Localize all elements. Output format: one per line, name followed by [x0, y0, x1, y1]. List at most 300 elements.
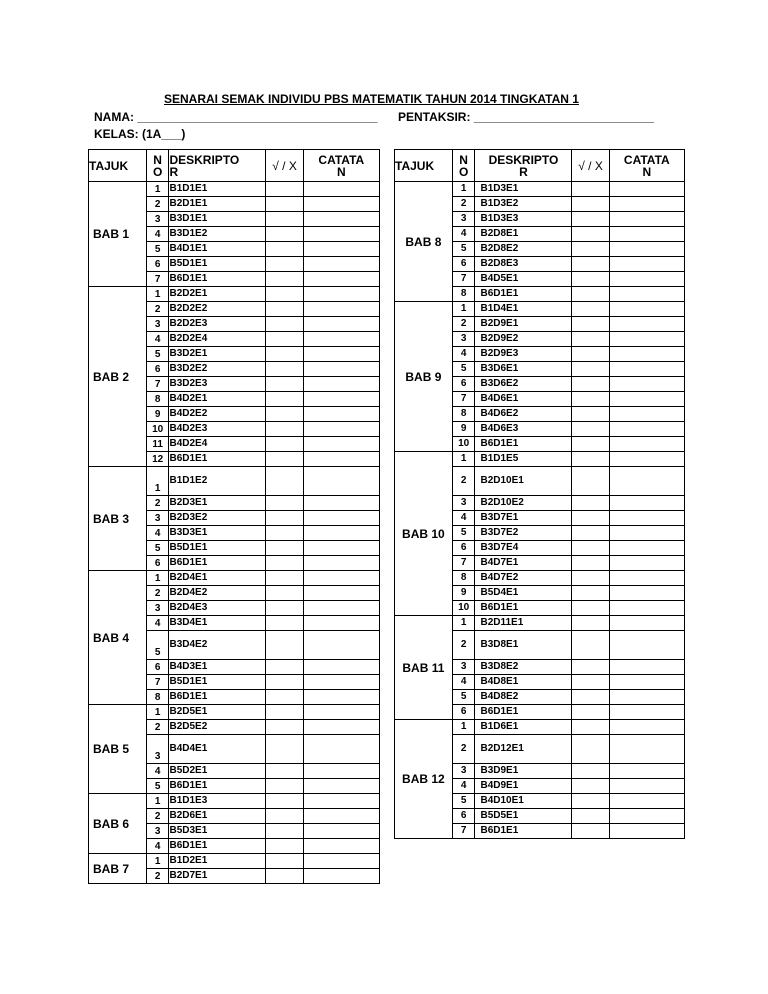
check-cell[interactable]	[266, 675, 303, 690]
descriptor-code: B4D2E4	[169, 437, 266, 452]
check-cell[interactable]	[266, 526, 303, 541]
catatan-cell[interactable]	[303, 616, 379, 631]
catatan-cell[interactable]	[303, 377, 379, 392]
check-cell[interactable]	[572, 690, 609, 705]
catatan-cell[interactable]	[609, 332, 684, 347]
table-row	[395, 616, 685, 631]
check-cell[interactable]	[266, 392, 303, 407]
row-number: 8	[452, 287, 475, 302]
catatan-cell[interactable]	[303, 601, 379, 616]
section-label: BAB 2	[89, 287, 147, 467]
descriptor-code: B4D7E1	[475, 556, 572, 571]
check-cell[interactable]	[266, 242, 303, 257]
catatan-cell[interactable]	[303, 362, 379, 377]
check-cell[interactable]	[266, 779, 303, 794]
descriptor-code: B3D4E2	[169, 631, 266, 660]
check-cell[interactable]	[572, 272, 609, 287]
check-cell[interactable]	[266, 616, 303, 631]
section-label: BAB 5	[89, 705, 147, 794]
row-number: 6	[146, 257, 169, 272]
kelas-field[interactable]: KELAS: (1A___)	[94, 127, 186, 141]
check-cell[interactable]	[572, 392, 609, 407]
section-label: BAB 3	[89, 467, 147, 571]
row-number: 3	[452, 764, 475, 779]
check-cell[interactable]	[266, 467, 303, 496]
check-cell[interactable]	[572, 764, 609, 779]
row-number: 2	[146, 496, 169, 511]
check-cell[interactable]	[266, 347, 303, 362]
row-number: 8	[146, 690, 169, 705]
catatan-cell[interactable]	[303, 257, 379, 272]
row-number: 5	[146, 631, 169, 660]
check-cell[interactable]	[572, 467, 609, 496]
catatan-cell[interactable]	[609, 362, 684, 377]
check-cell[interactable]	[572, 257, 609, 272]
check-cell[interactable]	[266, 660, 303, 675]
check-cell[interactable]	[266, 437, 303, 452]
descriptor-code: B5D3E1	[169, 824, 266, 839]
check-cell[interactable]	[572, 496, 609, 511]
header-tajuk: TAJUK	[89, 150, 147, 182]
row-number: 1	[452, 182, 475, 197]
header-catatan: CATATA N	[609, 150, 684, 182]
catatan-cell[interactable]	[609, 377, 684, 392]
descriptor-code: B2D2E4	[169, 332, 266, 347]
descriptor-code: B1D3E2	[475, 197, 572, 212]
catatan-cell[interactable]	[303, 407, 379, 422]
descriptor-code: B3D8E2	[475, 660, 572, 675]
check-cell[interactable]	[572, 407, 609, 422]
row-number: 7	[452, 272, 475, 287]
descriptor-code: B6D1E1	[475, 601, 572, 616]
check-cell[interactable]	[572, 586, 609, 601]
check-cell[interactable]	[572, 571, 609, 586]
catatan-cell[interactable]	[303, 571, 379, 586]
descriptor-code: B1D1E1	[169, 182, 266, 197]
catatan-cell[interactable]	[303, 660, 379, 675]
catatan-cell[interactable]	[609, 541, 684, 556]
descriptor-code: B6D1E1	[169, 556, 266, 571]
row-number: 2	[146, 720, 169, 735]
check-cell[interactable]	[572, 332, 609, 347]
row-number: 3	[452, 496, 475, 511]
catatan-cell[interactable]	[303, 586, 379, 601]
catatan-cell[interactable]	[609, 437, 684, 452]
section-label: BAB 4	[89, 571, 147, 705]
row-number: 4	[452, 511, 475, 526]
descriptor-code: B4D6E3	[475, 422, 572, 437]
catatan-cell[interactable]	[303, 452, 379, 467]
descriptor-code: B2D5E2	[169, 720, 266, 735]
check-cell[interactable]	[266, 601, 303, 616]
table-row	[89, 571, 380, 586]
descriptor-code: B4D10E1	[475, 794, 572, 809]
catatan-cell[interactable]	[609, 616, 684, 631]
descriptor-code: B2D3E2	[169, 511, 266, 526]
catatan-cell[interactable]	[609, 809, 684, 824]
descriptor-code: B1D1E5	[475, 452, 572, 467]
catatan-cell[interactable]	[609, 227, 684, 242]
catatan-cell[interactable]	[609, 392, 684, 407]
descriptor-code: B1D4E1	[475, 302, 572, 317]
check-cell[interactable]	[572, 526, 609, 541]
row-number: 9	[452, 422, 475, 437]
row-number: 3	[452, 332, 475, 347]
catatan-cell[interactable]	[609, 317, 684, 332]
descriptor-code: B5D1E1	[169, 541, 266, 556]
check-cell[interactable]	[572, 437, 609, 452]
catatan-cell[interactable]	[609, 779, 684, 794]
check-cell[interactable]	[266, 556, 303, 571]
descriptor-code: B6D1E1	[475, 824, 572, 839]
catatan-cell[interactable]	[303, 302, 379, 317]
row-number: 5	[452, 526, 475, 541]
row-number: 6	[146, 362, 169, 377]
catatan-cell[interactable]	[609, 556, 684, 571]
descriptor-code: B3D7E4	[475, 541, 572, 556]
catatan-cell[interactable]	[303, 437, 379, 452]
catatan-cell[interactable]	[609, 720, 684, 735]
checklist-table-left	[88, 149, 380, 884]
row-number: 6	[146, 660, 169, 675]
catatan-cell[interactable]	[609, 182, 684, 197]
check-cell[interactable]	[572, 227, 609, 242]
catatan-cell[interactable]	[303, 824, 379, 839]
row-number: 3	[146, 824, 169, 839]
descriptor-code: B3D8E1	[475, 631, 572, 660]
check-cell[interactable]	[266, 735, 303, 764]
catatan-cell[interactable]	[303, 467, 379, 496]
descriptor-code: B4D3E1	[169, 660, 266, 675]
descriptor-code: B4D8E1	[475, 675, 572, 690]
catatan-cell[interactable]	[609, 467, 684, 496]
row-number: 1	[146, 571, 169, 586]
check-cell[interactable]	[266, 511, 303, 526]
check-cell[interactable]	[266, 422, 303, 437]
catatan-cell[interactable]	[303, 794, 379, 809]
header-check: √ / X	[266, 150, 303, 182]
check-cell[interactable]	[572, 809, 609, 824]
row-number: 2	[146, 197, 169, 212]
row-number: 10	[452, 601, 475, 616]
check-cell[interactable]	[266, 197, 303, 212]
descriptor-code: B2D5E1	[169, 705, 266, 720]
catatan-cell[interactable]	[303, 526, 379, 541]
check-cell[interactable]	[572, 287, 609, 302]
check-cell[interactable]	[572, 452, 609, 467]
descriptor-code: B3D1E2	[169, 227, 266, 242]
check-cell[interactable]	[572, 317, 609, 332]
row-number: 4	[452, 675, 475, 690]
section-label: BAB 9	[395, 302, 453, 452]
check-cell[interactable]	[266, 496, 303, 511]
check-cell[interactable]	[572, 660, 609, 675]
descriptor-code: B4D1E1	[169, 242, 266, 257]
catatan-cell[interactable]	[609, 601, 684, 616]
catatan-cell[interactable]	[303, 854, 379, 869]
descriptor-code: B2D4E3	[169, 601, 266, 616]
catatan-cell[interactable]	[609, 347, 684, 362]
check-cell[interactable]	[266, 212, 303, 227]
check-cell[interactable]	[266, 824, 303, 839]
catatan-cell[interactable]	[303, 764, 379, 779]
row-number: 2	[452, 631, 475, 660]
catatan-cell[interactable]	[303, 809, 379, 824]
catatan-cell[interactable]	[303, 690, 379, 705]
row-number: 5	[452, 362, 475, 377]
catatan-cell[interactable]	[303, 631, 379, 660]
header-no: N O	[452, 150, 475, 182]
check-cell[interactable]	[266, 764, 303, 779]
check-cell[interactable]	[266, 377, 303, 392]
check-cell[interactable]	[266, 332, 303, 347]
header-deskriptor: DESKRIPTO R	[169, 150, 266, 182]
table-row	[89, 794, 380, 809]
row-number: 3	[146, 735, 169, 764]
catatan-cell[interactable]	[609, 511, 684, 526]
descriptor-code: B1D1E3	[169, 794, 266, 809]
check-cell[interactable]	[266, 705, 303, 720]
catatan-cell[interactable]	[303, 182, 379, 197]
descriptor-code: B1D3E1	[475, 182, 572, 197]
row-number: 8	[146, 392, 169, 407]
catatan-cell[interactable]	[609, 705, 684, 720]
check-cell[interactable]	[572, 675, 609, 690]
catatan-cell[interactable]	[609, 496, 684, 511]
catatan-cell[interactable]	[303, 496, 379, 511]
row-number: 9	[452, 586, 475, 601]
row-number: 1	[452, 302, 475, 317]
catatan-cell[interactable]	[303, 735, 379, 764]
descriptor-code: B5D5E1	[475, 809, 572, 824]
check-cell[interactable]	[266, 182, 303, 197]
row-number: 4	[146, 227, 169, 242]
catatan-cell[interactable]	[303, 287, 379, 302]
catatan-cell[interactable]	[303, 511, 379, 526]
catatan-cell[interactable]	[609, 287, 684, 302]
check-cell[interactable]	[572, 720, 609, 735]
header-no: N O	[146, 150, 169, 182]
catatan-cell[interactable]	[303, 541, 379, 556]
descriptor-code: B3D9E1	[475, 764, 572, 779]
check-cell[interactable]	[266, 809, 303, 824]
table-row	[89, 182, 380, 197]
check-cell[interactable]	[572, 616, 609, 631]
catatan-cell[interactable]	[303, 779, 379, 794]
check-cell[interactable]	[266, 586, 303, 601]
descriptor-code: B6D1E1	[169, 452, 266, 467]
catatan-cell[interactable]	[609, 526, 684, 541]
catatan-cell[interactable]	[609, 197, 684, 212]
check-cell[interactable]	[572, 541, 609, 556]
catatan-cell[interactable]	[609, 660, 684, 675]
header-deskriptor: DESKRIPTO R	[475, 150, 572, 182]
check-cell[interactable]	[266, 407, 303, 422]
table-row	[89, 287, 380, 302]
header-tajuk: TAJUK	[395, 150, 453, 182]
descriptor-code: B3D3E1	[169, 526, 266, 541]
catatan-cell[interactable]	[609, 242, 684, 257]
row-number: 4	[146, 839, 169, 854]
row-number: 4	[452, 347, 475, 362]
check-cell[interactable]	[266, 854, 303, 869]
check-cell[interactable]	[572, 182, 609, 197]
row-number: 6	[452, 257, 475, 272]
catatan-cell[interactable]	[609, 452, 684, 467]
check-cell[interactable]	[266, 720, 303, 735]
row-number: 7	[146, 272, 169, 287]
descriptor-code: B2D1E1	[169, 197, 266, 212]
row-number: 7	[146, 377, 169, 392]
descriptor-code: B4D7E2	[475, 571, 572, 586]
row-number: 8	[452, 571, 475, 586]
check-cell[interactable]	[572, 377, 609, 392]
check-cell[interactable]	[572, 511, 609, 526]
check-cell[interactable]	[572, 242, 609, 257]
catatan-cell[interactable]	[303, 212, 379, 227]
descriptor-code: B6D1E1	[169, 272, 266, 287]
catatan-cell[interactable]	[609, 272, 684, 287]
catatan-cell[interactable]	[303, 705, 379, 720]
catatan-cell[interactable]	[303, 839, 379, 854]
descriptor-code: B2D2E3	[169, 317, 266, 332]
descriptor-code: B4D8E2	[475, 690, 572, 705]
row-number: 7	[146, 675, 169, 690]
catatan-cell[interactable]	[303, 347, 379, 362]
descriptor-code: B4D4E1	[169, 735, 266, 764]
descriptor-code: B1D6E1	[475, 720, 572, 735]
page-title: SENARAI SEMAK INDIVIDU PBS MATEMATIK TAHUN 2014 TINGKATAN 1	[164, 92, 579, 106]
descriptor-code: B1D1E2	[169, 467, 266, 496]
check-cell[interactable]	[266, 287, 303, 302]
row-number: 5	[146, 347, 169, 362]
check-cell[interactable]	[572, 824, 609, 839]
check-cell[interactable]	[266, 631, 303, 660]
catatan-cell[interactable]	[303, 272, 379, 287]
row-number: 1	[452, 616, 475, 631]
catatan-cell[interactable]	[609, 764, 684, 779]
check-cell[interactable]	[572, 601, 609, 616]
check-cell[interactable]	[266, 541, 303, 556]
catatan-cell[interactable]	[609, 257, 684, 272]
descriptor-code: B5D4E1	[475, 586, 572, 601]
check-cell[interactable]	[266, 690, 303, 705]
check-cell[interactable]	[266, 302, 303, 317]
catatan-cell[interactable]	[303, 392, 379, 407]
check-cell[interactable]	[572, 347, 609, 362]
descriptor-code: B5D1E1	[169, 675, 266, 690]
catatan-cell[interactable]	[609, 302, 684, 317]
check-cell[interactable]	[266, 317, 303, 332]
catatan-cell[interactable]	[609, 794, 684, 809]
descriptor-code: B3D2E2	[169, 362, 266, 377]
catatan-cell[interactable]	[609, 824, 684, 839]
catatan-cell[interactable]	[609, 690, 684, 705]
descriptor-code: B6D1E1	[475, 287, 572, 302]
row-number: 10	[146, 422, 169, 437]
row-number: 2	[452, 735, 475, 764]
check-cell[interactable]	[266, 571, 303, 586]
catatan-cell[interactable]	[303, 197, 379, 212]
row-number: 4	[146, 332, 169, 347]
check-cell[interactable]	[572, 735, 609, 764]
descriptor-code: B4D2E2	[169, 407, 266, 422]
catatan-cell[interactable]	[303, 422, 379, 437]
descriptor-code: B2D4E1	[169, 571, 266, 586]
descriptor-code: B2D9E3	[475, 347, 572, 362]
catatan-cell[interactable]	[303, 317, 379, 332]
catatan-cell[interactable]	[609, 735, 684, 764]
catatan-cell[interactable]	[303, 227, 379, 242]
section-label: BAB 7	[89, 854, 147, 884]
check-cell[interactable]	[266, 272, 303, 287]
descriptor-code: B2D6E1	[169, 809, 266, 824]
row-number: 2	[452, 467, 475, 496]
catatan-cell[interactable]	[303, 556, 379, 571]
row-number: 12	[146, 452, 169, 467]
row-number: 3	[452, 212, 475, 227]
check-cell[interactable]	[572, 197, 609, 212]
row-number: 1	[146, 854, 169, 869]
check-cell[interactable]	[572, 302, 609, 317]
check-cell[interactable]	[266, 362, 303, 377]
catatan-cell[interactable]	[609, 407, 684, 422]
nama-field[interactable]: NAMA: ____________________________________	[94, 110, 378, 124]
check-cell[interactable]	[572, 212, 609, 227]
row-number: 3	[146, 601, 169, 616]
check-cell[interactable]	[572, 422, 609, 437]
check-cell[interactable]	[572, 779, 609, 794]
row-number: 3	[146, 511, 169, 526]
check-cell[interactable]	[266, 839, 303, 854]
row-number: 2	[452, 197, 475, 212]
catatan-cell[interactable]	[609, 422, 684, 437]
row-number: 6	[452, 377, 475, 392]
descriptor-code: B3D6E2	[475, 377, 572, 392]
descriptor-code: B6D1E1	[169, 690, 266, 705]
descriptor-code: B1D3E3	[475, 212, 572, 227]
check-cell[interactable]	[572, 705, 609, 720]
catatan-cell[interactable]	[609, 631, 684, 660]
row-number: 10	[452, 437, 475, 452]
descriptor-code: B2D2E1	[169, 287, 266, 302]
check-cell[interactable]	[266, 227, 303, 242]
descriptor-code: B2D11E1	[475, 616, 572, 631]
pentaksir-field[interactable]: PENTAKSIR: ___________________________	[398, 110, 654, 124]
descriptor-code: B2D10E1	[475, 467, 572, 496]
check-cell[interactable]	[266, 257, 303, 272]
descriptor-code: B3D7E2	[475, 526, 572, 541]
check-cell[interactable]	[266, 452, 303, 467]
descriptor-code: B4D2E3	[169, 422, 266, 437]
catatan-cell[interactable]	[303, 720, 379, 735]
catatan-cell[interactable]	[303, 242, 379, 257]
check-cell[interactable]	[572, 362, 609, 377]
catatan-cell[interactable]	[303, 332, 379, 347]
catatan-cell[interactable]	[303, 675, 379, 690]
descriptor-code: B6D1E1	[475, 705, 572, 720]
check-cell[interactable]	[572, 794, 609, 809]
check-cell[interactable]	[266, 869, 303, 884]
catatan-cell[interactable]	[609, 586, 684, 601]
check-cell[interactable]	[572, 631, 609, 660]
catatan-cell[interactable]	[609, 212, 684, 227]
catatan-cell[interactable]	[303, 869, 379, 884]
catatan-cell[interactable]	[609, 675, 684, 690]
check-cell[interactable]	[266, 794, 303, 809]
catatan-cell[interactable]	[609, 571, 684, 586]
check-cell[interactable]	[572, 556, 609, 571]
